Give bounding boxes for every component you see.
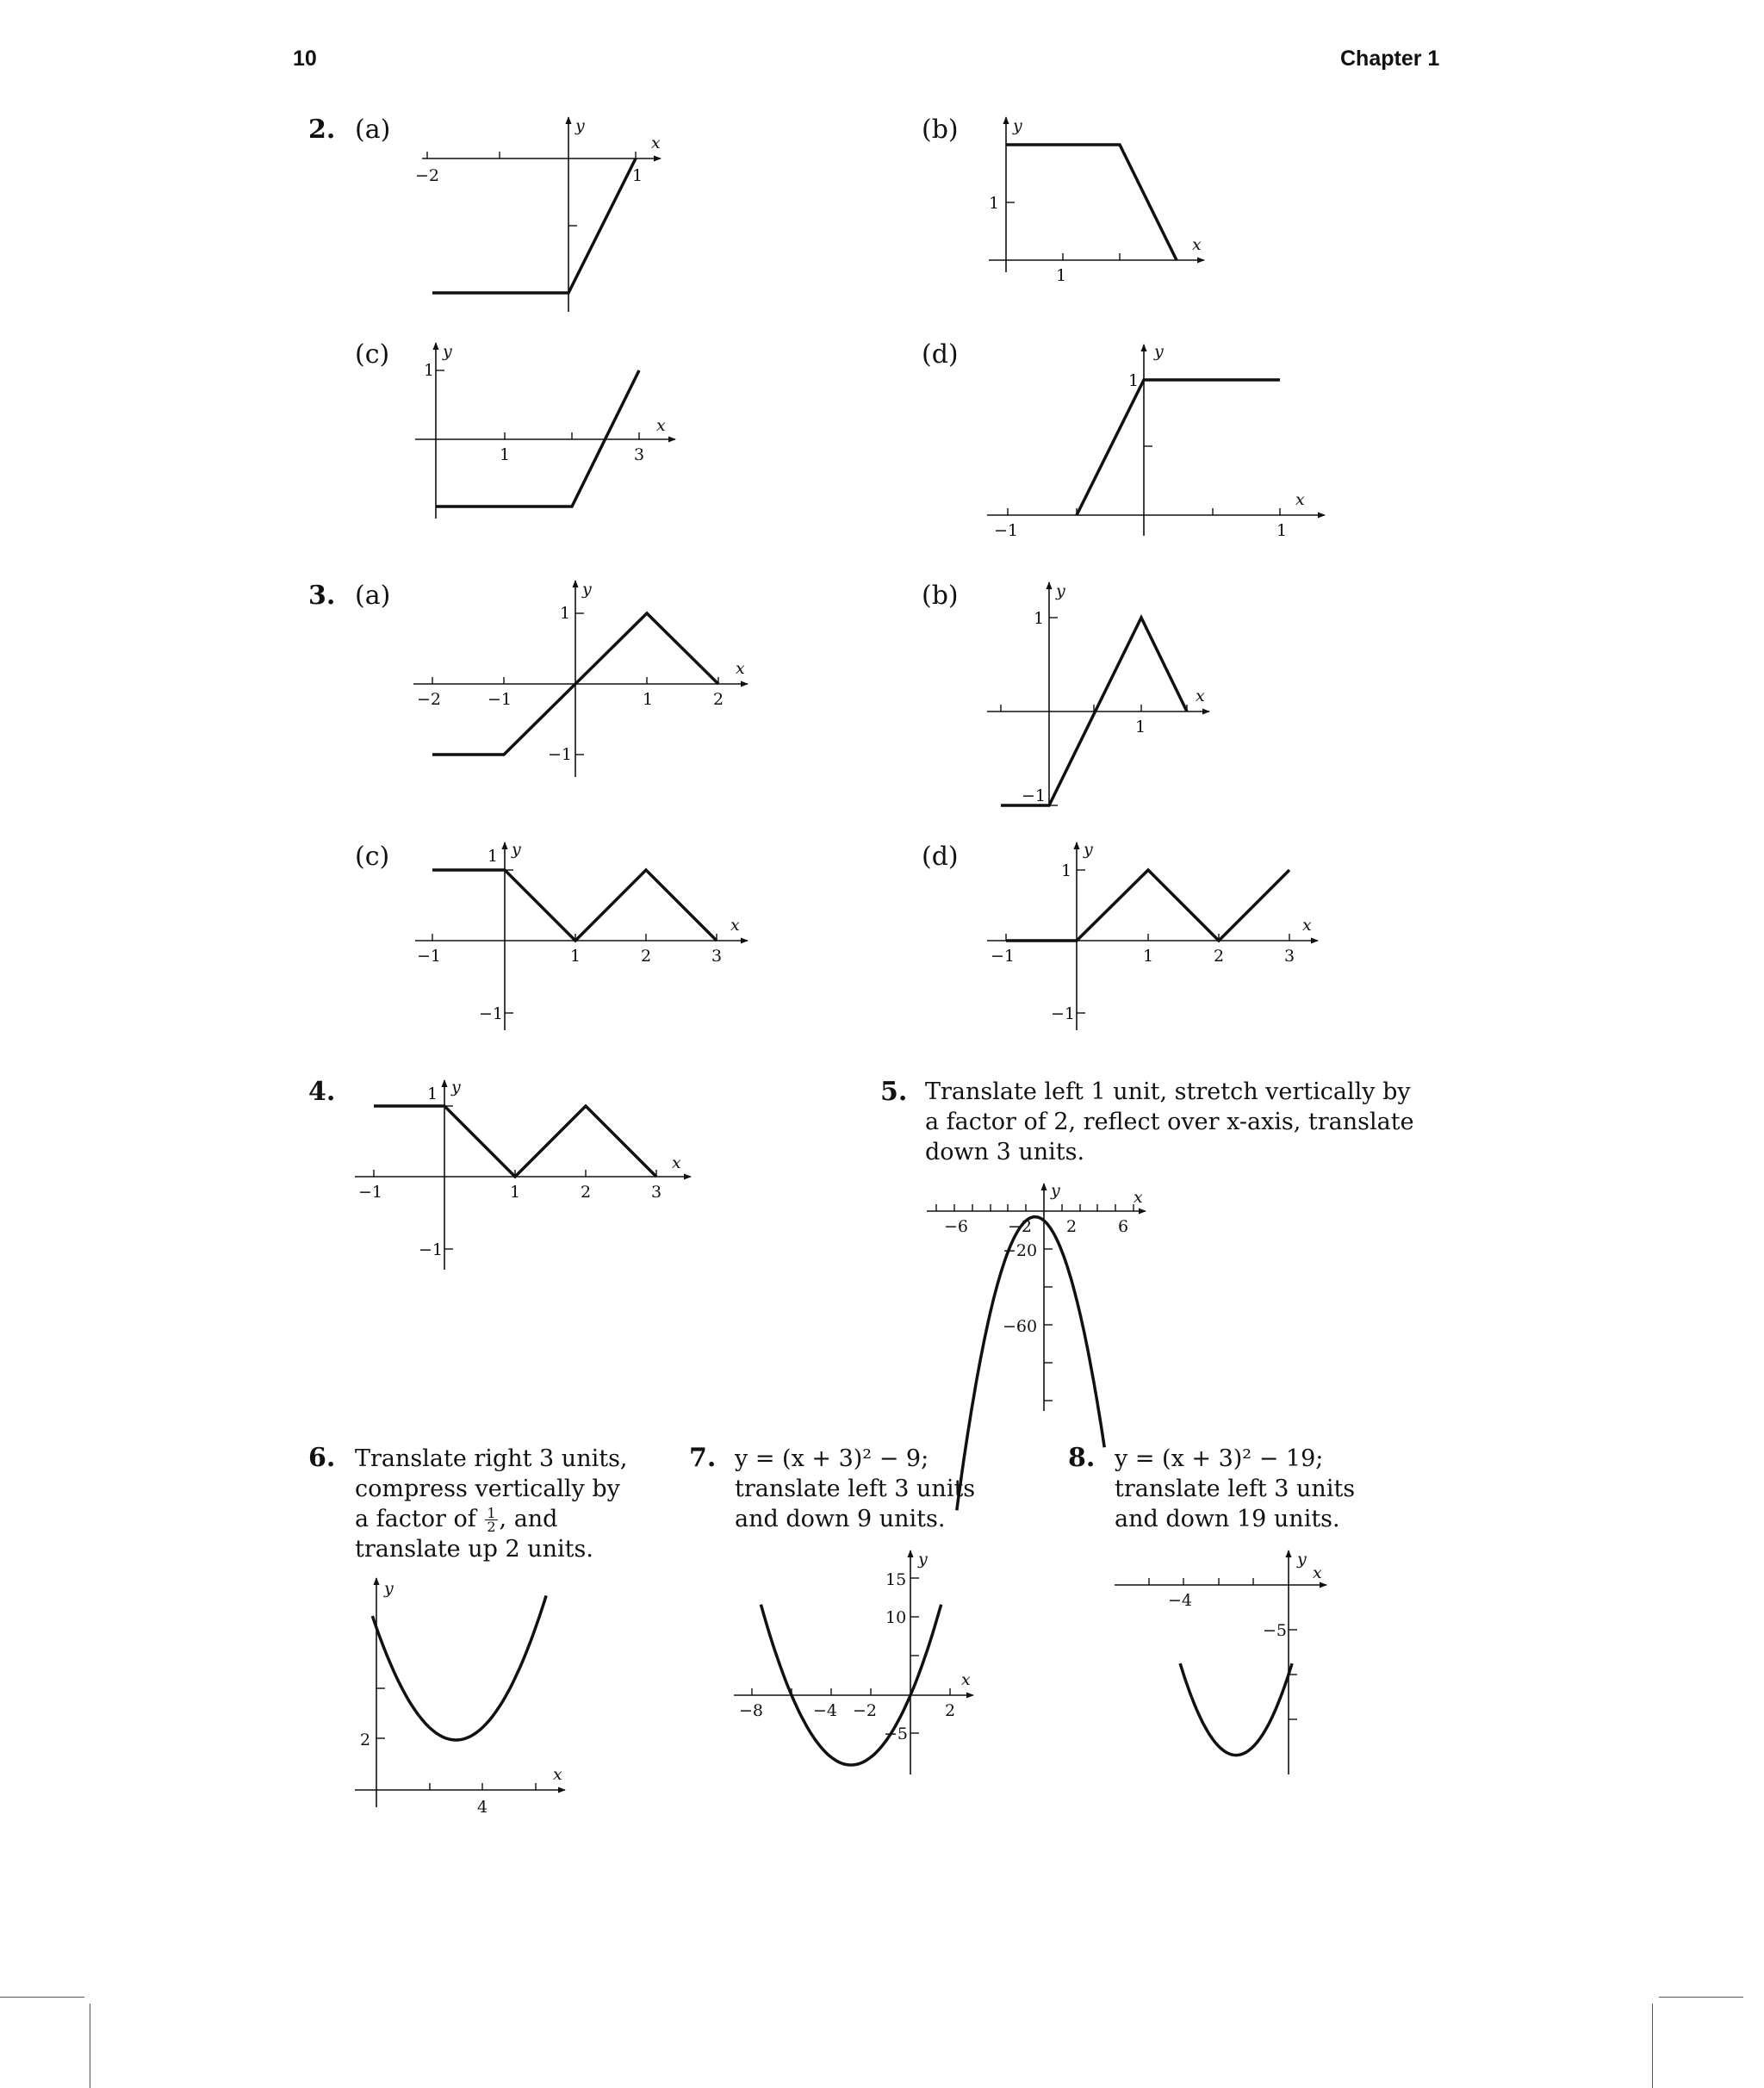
problem-7-equation: y = (x + 3)² − 9;: [735, 1445, 929, 1472]
tick-label: −20: [1003, 1241, 1038, 1260]
x-axis-label: x: [651, 134, 661, 152]
problem-7-line-2: translate left 3 units: [735, 1476, 976, 1502]
tick-label: 1: [1061, 861, 1072, 880]
problem-2c-label: (c): [355, 339, 390, 370]
problem-6-line-3-pre: a factor of: [355, 1506, 476, 1532]
crop-mark: [1652, 2004, 1653, 2088]
tick-label: 3: [634, 445, 645, 464]
graph-curve: [957, 1217, 1104, 1511]
graph-curve: [372, 1595, 546, 1740]
y-axis-label: y: [575, 116, 585, 135]
crop-mark: [1659, 1997, 1743, 1998]
graph-curve: [761, 1605, 941, 1765]
problem-6-number: 6.: [308, 1443, 336, 1473]
tick-label: 3: [651, 1183, 662, 1202]
problem-5-line-1: Translate left 1 unit, stretch vertically by: [925, 1078, 1411, 1105]
tick-label: −1: [417, 947, 442, 966]
y-axis-label: y: [582, 580, 592, 599]
graph-2d: [987, 342, 1325, 540]
tick-label: −5: [1263, 1621, 1288, 1640]
tick-label: 1: [1056, 266, 1067, 285]
graph-3c: [415, 840, 748, 1030]
y-axis-label: y: [1084, 840, 1093, 859]
graph-8: [1115, 1550, 1326, 1774]
problem-6-line-2: compress vertically by: [355, 1476, 620, 1502]
tick-label: 2: [360, 1731, 371, 1749]
problem-5-line-3: down 3 units.: [925, 1139, 1085, 1165]
problem-2b-label: (b): [922, 115, 959, 145]
tick-label: 2: [641, 947, 652, 966]
fraction-denominator: 2: [487, 1519, 496, 1535]
problem-8-number: 8.: [1068, 1443, 1096, 1473]
tick-label: 10: [885, 1608, 907, 1627]
graph-curve: [1006, 870, 1289, 941]
tick-label: 1: [427, 1084, 438, 1103]
problem-2-number: 2.: [308, 115, 336, 145]
graph-2c: [415, 342, 675, 519]
tick-label: −1: [1022, 786, 1047, 805]
problem-6-line-3-post: , and: [499, 1506, 558, 1532]
x-axis-label: x: [1134, 1188, 1143, 1207]
tick-label: −1: [548, 745, 573, 764]
problem-2d-label: (d): [922, 339, 959, 370]
graph-curve: [1077, 380, 1280, 515]
tick-label: 1: [510, 1183, 521, 1202]
problem-5-line-2: a factor of 2, reflect over x-axis, translate: [925, 1109, 1414, 1135]
tick-label: 15: [885, 1570, 907, 1589]
tick-label: −2: [1008, 1217, 1033, 1236]
tick-label: 1: [1143, 947, 1154, 966]
tick-label: 2: [1066, 1217, 1078, 1236]
ticks: [752, 1578, 950, 1733]
problem-3d-label: (d): [922, 842, 959, 872]
x-axis-label: x: [672, 1153, 681, 1172]
problem-4-number: 4.: [308, 1077, 336, 1107]
tick-label: −5: [884, 1724, 909, 1743]
tick-label: −1: [479, 1004, 504, 1023]
tick-label: 1: [570, 947, 581, 966]
graph-3b: [987, 581, 1209, 806]
tick-label: 1: [1135, 718, 1146, 736]
graph-7: [734, 1550, 973, 1774]
ticks: [427, 152, 636, 226]
x-axis-label: x: [1313, 1563, 1322, 1582]
graph-6: [355, 1578, 565, 1817]
graph-curve: [432, 158, 636, 293]
tick-label: 1: [560, 604, 571, 623]
y-axis-label: y: [451, 1078, 461, 1097]
tick-label: 1: [1128, 371, 1140, 390]
tick-label: −60: [1003, 1317, 1038, 1336]
tick-label: 1: [632, 166, 643, 185]
tick-label: 1: [989, 194, 1000, 213]
tick-label: −1: [488, 690, 512, 709]
crop-mark: [0, 1997, 84, 1998]
tick-label: 3: [711, 947, 723, 966]
x-axis-label: x: [961, 1670, 971, 1689]
tick-label: 1: [643, 690, 654, 709]
problem-8-equation: y = (x + 3)² − 19;: [1115, 1445, 1324, 1472]
tick-label: −4: [1168, 1591, 1193, 1610]
problem-3b-label: (b): [922, 581, 959, 611]
graph-curve: [1006, 145, 1177, 260]
tick-label: −2: [415, 166, 440, 185]
x-axis-label: x: [736, 659, 745, 678]
chapter-title: Chapter 1: [1340, 47, 1440, 71]
problem-7-number: 7.: [689, 1443, 717, 1473]
problem-3a-label: (a): [355, 581, 391, 611]
tick-label: −8: [739, 1701, 764, 1720]
y-axis-label: y: [443, 342, 452, 361]
x-axis-label: x: [1302, 916, 1312, 935]
problem-6-line-1: Translate right 3 units,: [355, 1445, 628, 1472]
graph-curve: [1180, 1663, 1292, 1756]
graph-curve: [374, 1106, 656, 1177]
problem-8-line-3: and down 19 units.: [1115, 1506, 1340, 1532]
tick-label: −1: [991, 947, 1016, 966]
tick-label: 1: [488, 847, 499, 866]
tick-label: −1: [419, 1240, 444, 1259]
problem-3-number: 3.: [308, 581, 336, 611]
problem-7-line-3: and down 9 units.: [735, 1506, 946, 1532]
graph-curve: [436, 370, 639, 506]
fraction-numerator: 1: [487, 1505, 496, 1521]
graph-3a: [413, 580, 748, 777]
x-axis-label: x: [1295, 490, 1305, 509]
problem-3c-label: (c): [355, 842, 390, 872]
tick-label: 6: [1118, 1217, 1129, 1236]
tick-label: 2: [945, 1701, 956, 1720]
y-axis-label: y: [1056, 581, 1065, 600]
x-axis-label: x: [656, 416, 666, 435]
tick-label: 2: [713, 690, 724, 709]
page-number: 10: [293, 47, 317, 71]
tick-label: 2: [581, 1183, 592, 1202]
problem-5-number: 5.: [880, 1077, 908, 1107]
tick-label: 1: [500, 445, 511, 464]
tick-label: −1: [358, 1183, 383, 1202]
tick-label: −2: [417, 690, 442, 709]
tick-label: −4: [813, 1701, 838, 1720]
tick-label: 1: [424, 361, 435, 380]
y-axis-label: y: [918, 1550, 928, 1569]
tick-label: 1: [1034, 609, 1045, 628]
y-axis-label: y: [384, 1579, 394, 1598]
graph-2a: [415, 116, 661, 312]
tick-label: 4: [477, 1798, 488, 1817]
tick-label: 3: [1284, 947, 1295, 966]
problem-2a-label: (a): [355, 115, 391, 145]
y-axis-label: y: [512, 840, 521, 859]
problem-6-line-4: translate up 2 units.: [355, 1536, 593, 1563]
tick-label: 1: [1276, 521, 1288, 540]
graph-4: [355, 1078, 691, 1270]
tick-label: −1: [994, 521, 1019, 540]
x-axis-label: x: [1192, 235, 1202, 254]
graph-curve: [432, 870, 717, 941]
tick-label: −1: [1051, 1004, 1076, 1023]
y-axis-label: y: [1051, 1181, 1060, 1200]
y-axis-label: y: [1297, 1550, 1307, 1569]
graph-3d: [987, 840, 1318, 1030]
graph-2b: [989, 116, 1204, 285]
y-axis-label: y: [1013, 116, 1022, 135]
y-axis-label: y: [1154, 342, 1164, 361]
ticks: [1006, 202, 1120, 260]
tick-label: −6: [944, 1217, 969, 1236]
x-axis-label: x: [1196, 687, 1205, 705]
x-axis-label: x: [730, 916, 740, 935]
tick-label: −2: [853, 1701, 878, 1720]
graph-5: [927, 1181, 1146, 1510]
problem-8-line-2: translate left 3 units: [1115, 1476, 1356, 1502]
tick-label: 2: [1214, 947, 1225, 966]
x-axis-label: x: [553, 1765, 562, 1784]
